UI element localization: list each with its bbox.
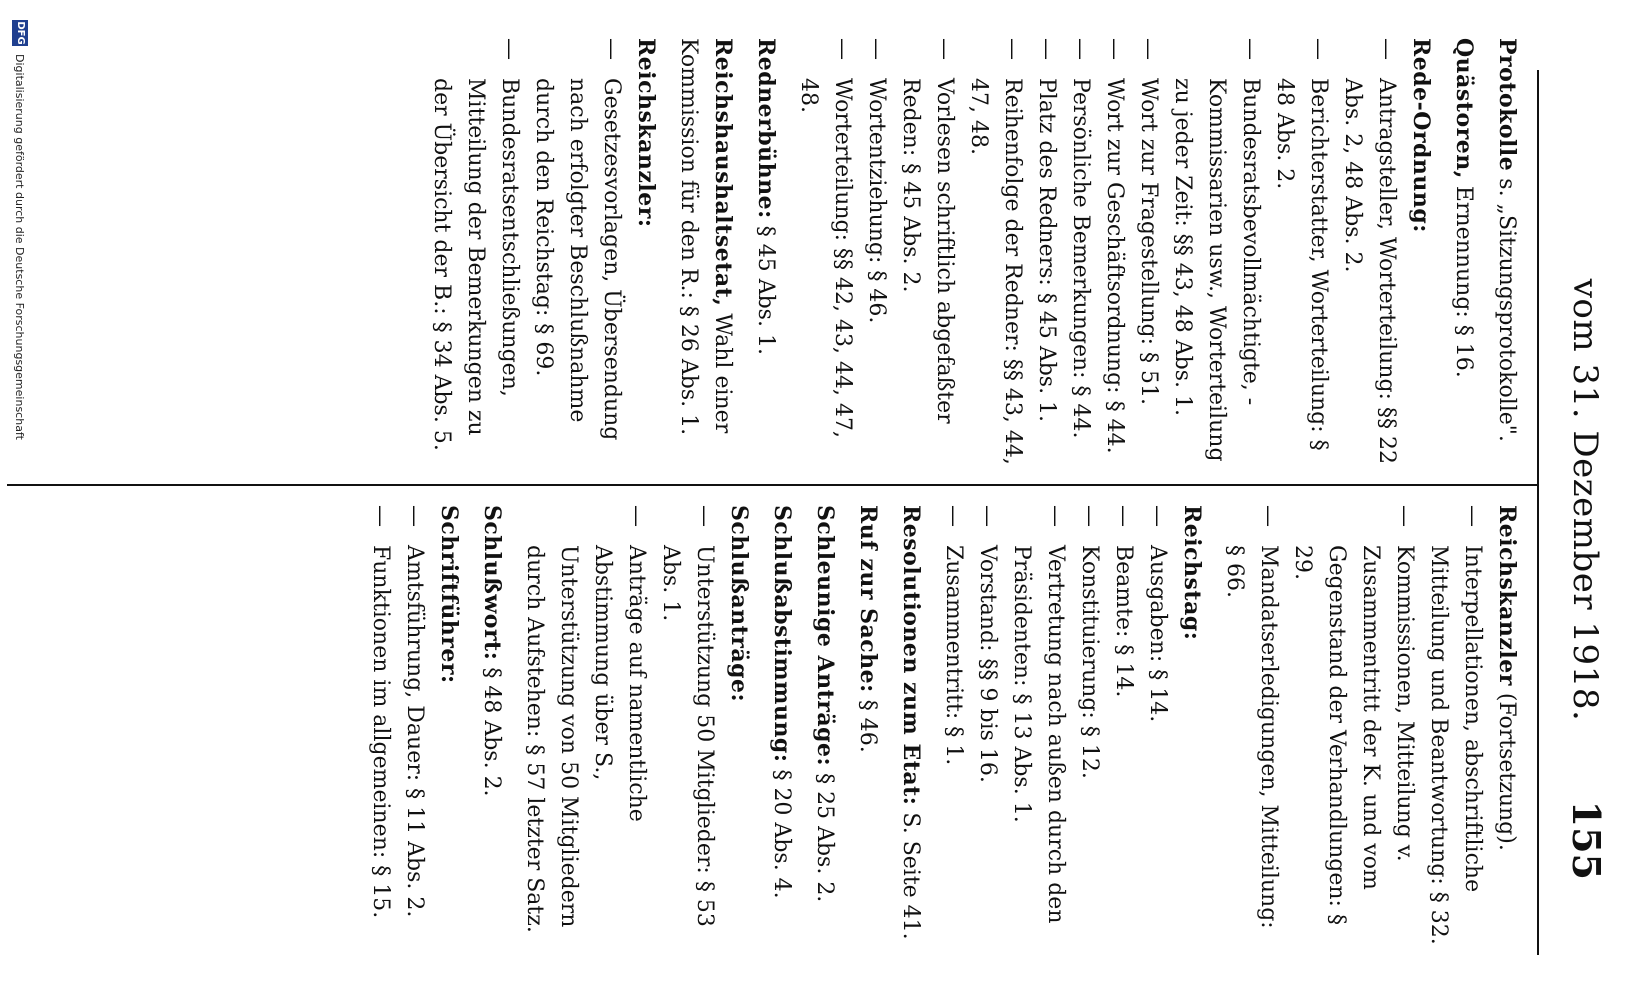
entry-heading: Reichskanzler: <box>633 38 659 228</box>
sub-entry: — Wortentziehung: § 46. <box>859 38 893 478</box>
sub-entry-list <box>1217 505 1489 945</box>
sub-entry: — Kommissionen, Mitteilung v. Zusammentritt der K. und vom Gegenstand der Verhandlungen: § 29. <box>1285 505 1421 945</box>
index-entry <box>936 505 1209 945</box>
entry-reference: Ernennung: § 16. <box>1451 178 1476 378</box>
sub-entry: — Gesetzesvorlagen, Übersendung nach erfolgter Beschlußnahme durch den Reichstag: § 69. <box>526 38 628 478</box>
entry-heading: Schleunige Anträge: <box>812 505 838 767</box>
index-entry <box>671 38 740 478</box>
sub-entry: — Bundesratsbevollmächtigte, -Kommissarien usw., Worterteilung zu jeder Zeit: §§ 43, 48 Abs. 1. <box>1165 38 1267 478</box>
page-number: 155 <box>1564 800 1609 880</box>
sub-entry-list <box>517 505 721 945</box>
entry-heading: Schriftführer: <box>436 505 462 684</box>
sub-entry-list <box>363 505 431 945</box>
sub-entry: — Amtsführung, Dauer: § 11 Abs. 2. <box>397 505 431 945</box>
entry-heading: Reichskanzler <box>1494 505 1520 686</box>
entry-heading: Schlußwort: <box>479 505 505 661</box>
sub-entry-list <box>791 38 1403 478</box>
index-entry <box>363 505 466 945</box>
index-entry <box>424 38 663 478</box>
entry-reference: § 48 Abs. 2. <box>479 660 504 797</box>
entry-heading: Rednerbühne: <box>753 38 779 219</box>
left-column <box>416 38 1524 478</box>
sub-entry: — Persönliche Bemerkungen: § 44. <box>1063 38 1097 478</box>
entry-heading: Resolutionen zum Etat: <box>898 505 924 806</box>
entry-heading: Rede-Ordnung: <box>1408 38 1434 233</box>
entry-heading: Ruf zur Sache: <box>855 505 881 693</box>
entry-reference: S. Seite 41. <box>898 805 923 940</box>
sub-entry: — Worterteilung: §§ 42, 43, 44, 47, 48. <box>791 38 859 478</box>
sub-entry: — Ausgaben: § 14. <box>1140 505 1174 945</box>
index-entry <box>764 505 799 945</box>
sub-entry: — Platz des Redners: § 45 Abs. 1. <box>1029 38 1063 478</box>
sub-entry: — Vertretung nach außen durch den Präsidenten: § 13 Abs. 1. <box>1004 505 1072 945</box>
page-header <box>1553 0 1613 1000</box>
entry-reference: § 25 Abs. 2. <box>812 766 837 903</box>
entry-heading: Protokolle <box>1494 38 1520 172</box>
index-entry <box>1217 505 1524 945</box>
index-entry <box>850 505 885 945</box>
sub-entry: — Zusammentritt: § 1. <box>936 505 970 945</box>
index-entry <box>807 505 842 945</box>
header-rule <box>1537 70 1539 955</box>
index-entry <box>1446 38 1481 478</box>
sub-entry: — Unterstützung 50 Mitglieder: § 53 Abs. 1. <box>653 505 721 945</box>
sub-entry: — Antragsteller, Worterteilung: §§ 22 Abs. 2, 48 Abs. 2. <box>1335 38 1403 478</box>
sub-entry: — Vorstand: §§ 9 bis 16. <box>970 505 1004 945</box>
sub-entry: — Konstituierung: § 12. <box>1072 505 1106 945</box>
entry-reference: § 45 Abs. 1. <box>753 218 778 355</box>
sub-entry: — Mandatserledigungen, Mitteilung: § 66. <box>1217 505 1285 945</box>
index-entry <box>791 38 1438 478</box>
entry-heading: Schlußanträge: <box>726 505 752 703</box>
sub-entry: — Bundesratsentschließungen, Mitteilung der Bemerkungen zu der Übersicht der B.: § 34 Abs. 5. <box>424 38 526 478</box>
sub-entry: — Anträge auf namentliche Abstimmung über S., Unterstützung von 50 Mitgliedern durch Aufstehen: § 57 letzter Satz. <box>517 505 653 945</box>
sub-entry-list <box>424 38 628 478</box>
entry-reference: s. „Sitzungsprotokolle". <box>1494 171 1519 442</box>
sub-entry: — Interpellationen, abschriftliche Mitteilung und Beantwortung: § 32. <box>1421 505 1489 945</box>
entry-reference: § 46. <box>855 692 880 753</box>
entry-reference: § 20 Abs. 4. <box>769 762 794 899</box>
entry-heading: Reichshaushaltsetat, <box>710 38 736 307</box>
sub-entry: — Funktionen im allgemeinen: § 15. <box>363 505 397 945</box>
entry-reference: (Fortsetzung). <box>1494 685 1519 851</box>
column-divider <box>7 484 1537 486</box>
index-entry <box>517 505 756 945</box>
index-entry <box>474 505 509 945</box>
right-column <box>355 505 1524 945</box>
digitization-credit <box>8 0 30 1000</box>
header-date: vom 31. Dezember 1918. <box>1565 278 1605 722</box>
index-entry <box>748 38 783 478</box>
entry-heading: Schlußabstimmung: <box>769 505 795 763</box>
sub-entry: — Beamte: § 14. <box>1106 505 1140 945</box>
index-entry <box>893 505 928 945</box>
entry-heading: Reichstag: <box>1179 505 1205 641</box>
sub-entry: — Wort zur Geschäftsordnung: § 44. <box>1097 38 1131 478</box>
entry-heading: Quästoren, <box>1451 38 1477 179</box>
credit-text: Digitalisierung gefördert durch die Deutsche Forschungsgemeinschaft <box>13 54 26 440</box>
sub-entry: — Berichterstatter, Worterteilung: § 48 Abs. 2. <box>1267 38 1335 478</box>
dfg-logo: DFG <box>12 20 28 46</box>
sub-entry: — Reihenfolge der Redner: §§ 43, 44, 47, 48. <box>961 38 1029 478</box>
sub-entry: — Vorlesen schriftlich abgefaßter Reden: § 45 Abs. 2. <box>893 38 961 478</box>
index-entry <box>1489 38 1524 478</box>
entry-reference: Wahl einer Kommission für den R.: § 26 Abs. 1. <box>676 38 735 436</box>
sub-entry-list <box>936 505 1174 945</box>
sub-entry: — Wort zur Fragestellung: § 51. <box>1131 38 1165 478</box>
